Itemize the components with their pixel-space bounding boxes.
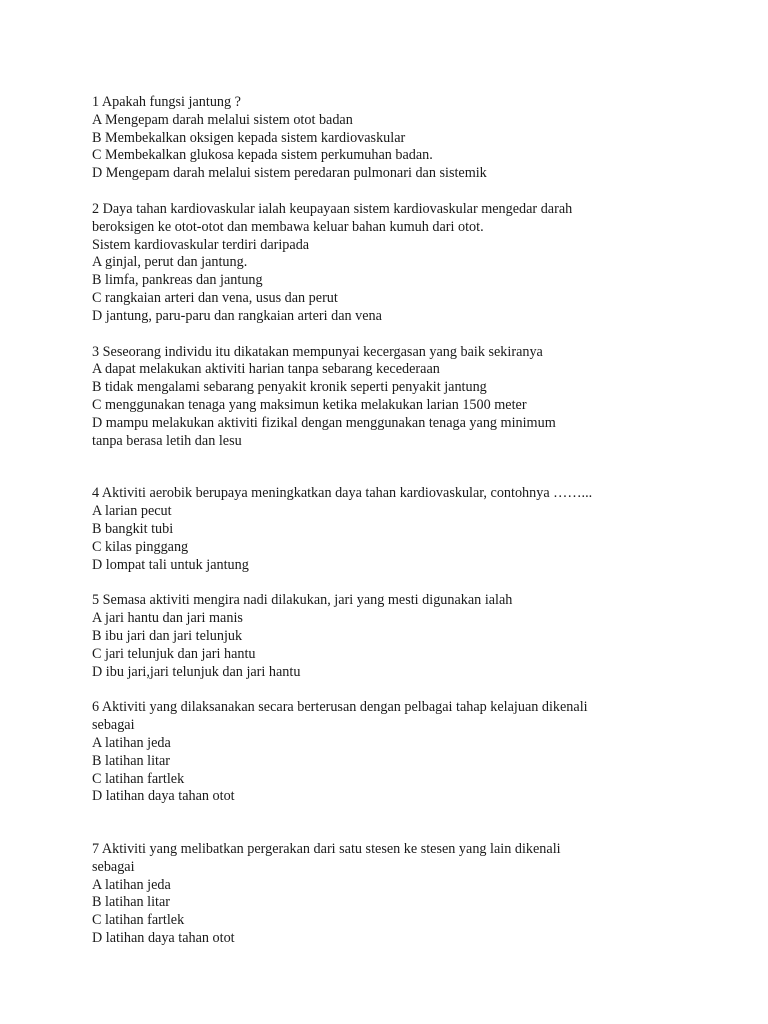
question-5-option-a: A jari hantu dan jari manis (92, 610, 243, 627)
question-2-option-c: C rangkaian arteri dan vena, usus dan perut (92, 289, 338, 306)
question-1-option-d: D Mengepam darah melalui sistem peredaran pulmonari dan sistemik (92, 165, 487, 182)
question-1 (92, 94, 692, 183)
question-6-stem-line-1: 6 Aktiviti yang dilaksanakan secara berterusan dengan pelbagai tahap kelajuan dikenali (92, 699, 588, 716)
question-2-option-a: A ginjal, perut dan jantung. (92, 254, 248, 271)
question-spacer (92, 681, 692, 699)
question-3-stem: 3 Seseorang individu itu dikatakan mempunyai kecergasan yang baik sekiranya (92, 343, 543, 360)
question-list (92, 94, 692, 948)
question-7 (92, 841, 692, 948)
question-7-stem-line-1: 7 Aktiviti yang melibatkan pergerakan dari satu stesen ke stesen yang lain dikenali (92, 841, 561, 858)
question-spacer (92, 326, 692, 344)
question-1-stem: 1 Apakah fungsi jantung ? (92, 94, 241, 110)
question-6-option-b: B latihan litar (92, 752, 171, 769)
question-4-option-b: B bangkit tubi (92, 520, 174, 537)
question-5-option-d: D ibu jari,jari telunjuk dan jari hantu (92, 663, 301, 680)
question-2 (92, 201, 692, 326)
question-2-option-d: D jantung, paru-paru dan rangkaian arteri dan vena (92, 307, 382, 324)
question-6-option-a: A latihan jeda (92, 734, 171, 751)
question-1-option-c: C Membekalkan glukosa kepada sistem perkumuhan badan. (92, 147, 433, 164)
question-spacer (92, 450, 692, 485)
question-5 (92, 592, 692, 681)
question-2-stem-line-1: 2 Daya tahan kardiovaskular ialah keupayaan sistem kardiovaskular mengedar darah (92, 200, 573, 217)
question-6-option-c: C latihan fartlek (92, 770, 185, 787)
question-3-option-b: B tidak mengalami sebarang penyakit kronik seperti penyakit jantung (92, 379, 487, 396)
question-spacer (92, 574, 692, 592)
question-6-stem-line-2: sebagai (92, 717, 135, 734)
question-7-stem-line-2: sebagai (92, 858, 135, 875)
question-4 (92, 485, 692, 574)
question-5-option-b: B ibu jari dan jari telunjuk (92, 627, 243, 644)
question-spacer (92, 806, 692, 841)
question-3-option-d-line-1: D mampu melakukan aktiviti fizikal dengan menggunakan tenaga yang minimum (92, 414, 556, 431)
question-3-option-a: A dapat melakukan aktiviti harian tanpa sebarang kecederaan (92, 361, 440, 378)
question-1-option-b: B Membekalkan oksigen kepada sistem kardiovaskular (92, 129, 406, 146)
question-4-option-a: A larian pecut (92, 503, 172, 520)
question-3 (92, 344, 692, 451)
question-2-option-b: B limfa, pankreas dan jantung (92, 272, 263, 289)
question-5-option-c: C jari telunjuk dan jari hantu (92, 645, 256, 662)
question-4-option-c: C kilas pinggang (92, 538, 189, 555)
question-spacer (92, 183, 692, 201)
question-7-option-b: B latihan litar (92, 894, 171, 911)
question-7-option-c: C latihan fartlek (92, 912, 185, 929)
question-3-option-d-line-2: tanpa berasa letih dan lesu (92, 432, 242, 449)
question-4-stem: 4 Aktiviti aerobik berupaya meningkatkan daya tahan kardiovaskular, contohnya ……... (92, 485, 593, 502)
question-4-option-d: D lompat tali untuk jantung (92, 556, 249, 573)
question-6-option-d: D latihan daya tahan otot (92, 788, 235, 805)
question-6 (92, 699, 692, 806)
question-3-option-c: C menggunakan tenaga yang maksimun ketika melakukan larian 1500 meter (92, 396, 527, 413)
question-7-option-a: A latihan jeda (92, 876, 171, 893)
question-2-stem-line-3: Sistem kardiovaskular terdiri daripada (92, 236, 310, 253)
question-2-stem-line-2: beroksigen ke otot-otot dan membawa keluar bahan kumuh dari otot. (92, 218, 484, 235)
question-1-option-a: A Mengepam darah melalui sistem otot badan (92, 111, 353, 128)
question-5-stem: 5 Semasa aktiviti mengira nadi dilakukan, jari yang mesti digunakan ialah (92, 592, 513, 609)
question-7-option-d: D latihan daya tahan otot (92, 930, 235, 947)
